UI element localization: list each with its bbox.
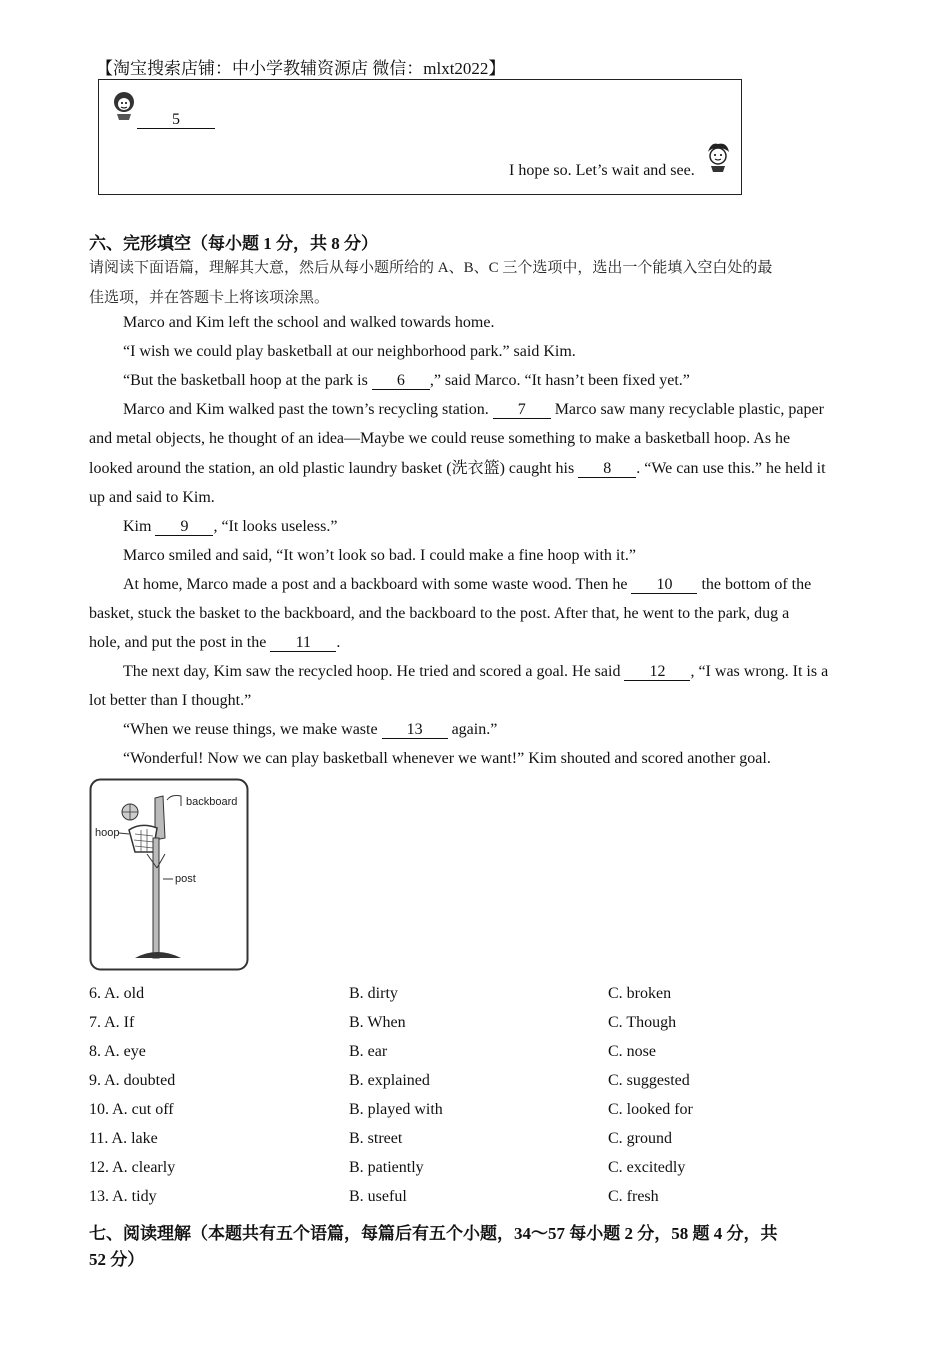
option-10-a: 10. A. cut off <box>89 1101 174 1118</box>
boy-avatar-icon <box>703 140 733 172</box>
option-12-b: B. patiently <box>349 1159 424 1176</box>
blank-7: 7 <box>493 402 551 419</box>
label-hoop: hoop <box>95 827 120 839</box>
option-12-c: C. excitedly <box>608 1159 686 1176</box>
passage-p4-line2: and metal objects, he thought of an idea—Maybe we could reuse something to make a basketball hoop. As he <box>89 430 791 447</box>
passage-p7-line3: hole, and put the post in the 11 . <box>89 634 341 651</box>
option-10-b: B. played with <box>349 1101 443 1118</box>
option-6-a: 6. A. old <box>89 985 145 1002</box>
section6-title: 六、完形填空（每小题 1 分，共 8 分） <box>89 234 378 253</box>
passage-p2: “I wish we could play basketball at our neighborhood park.” said Kim. <box>123 343 576 360</box>
passage-p8-line1: The next day, Kim saw the recycled hoop. He tried and scored a goal. He said 12 , “I was wrong. It is a <box>123 663 829 680</box>
blank-6: 6 <box>372 373 430 390</box>
option-7-b: B. When <box>349 1014 406 1031</box>
section6-instructions-2: 佳选项，并在答题卡上将该项涂黑。 <box>89 290 330 306</box>
passage-p1: Marco and Kim left the school and walked towards home. <box>123 314 495 331</box>
section7-title-line2: 52 分） <box>89 1250 145 1269</box>
option-9-b: B. explained <box>349 1072 430 1089</box>
option-8-c: C. nose <box>608 1043 656 1060</box>
passage-p10: “Wonderful! Now we can play basketball whenever we want!” Kim shouted and scored another goal. <box>123 750 771 767</box>
blank-9: 9 <box>155 519 213 536</box>
passage-p3: “But the basketball hoop at the park is 6 ,” said Marco. “It hasn’t been fixed yet.” <box>123 372 690 389</box>
dialog-reply: I hope so. Let’s wait and see. <box>509 162 695 179</box>
passage-p4-line1: Marco and Kim walked past the town’s recycling station. 7 Marco saw many recyclable plastic, paper <box>123 401 824 418</box>
section6-instructions-1: 请阅读下面语篇，理解其大意，然后从每小题所给的 A、B、C 三个选项中，选出一个能填入空白处的最 <box>89 260 773 276</box>
dialog-box <box>98 79 742 195</box>
option-10-c: C. looked for <box>608 1101 693 1118</box>
blank-5: 5 <box>137 112 215 129</box>
basketball-hoop-figure <box>89 778 249 971</box>
label-backboard: backboard <box>186 796 238 808</box>
passage-p7-line2: basket, stuck the basket to the backboard, and the backboard to the post. After that, he went to the park, dug a <box>89 605 790 622</box>
girl-avatar-icon <box>109 88 139 120</box>
option-11-b: B. street <box>349 1130 403 1147</box>
blank-12: 12 <box>624 664 690 681</box>
blank-13: 13 <box>382 722 448 739</box>
option-9-c: C. suggested <box>608 1072 690 1089</box>
option-9-a: 9. A. doubted <box>89 1072 176 1089</box>
section7-title-line1: 七、阅读理解（本题共有五个语篇，每篇后有五个小题，34～57 每小题 2 分，58 题 4 分，共 <box>89 1224 778 1243</box>
option-8-b: B. ear <box>349 1043 388 1060</box>
option-13-a: 13. A. tidy <box>89 1188 157 1205</box>
option-6-c: C. broken <box>608 985 672 1002</box>
option-8-a: 8. A. eye <box>89 1043 146 1060</box>
passage-p6: Marco smiled and said, “It won’t look so bad. I could make a fine hoop with it.” <box>123 547 636 564</box>
option-11-a: 11. A. lake <box>89 1130 158 1147</box>
option-12-a: 12. A. clearly <box>89 1159 176 1176</box>
option-13-c: C. fresh <box>608 1188 659 1205</box>
passage-p4-line3: looked around the station, an old plastic laundry basket (洗衣篮) caught his 8 . “We can use this.” he held it <box>89 460 826 477</box>
option-11-c: C. ground <box>608 1130 672 1147</box>
passage-p5: Kim 9 , “It looks useless.” <box>123 518 338 535</box>
option-7-a: 7. A. If <box>89 1014 135 1031</box>
passage-p8-line2: lot better than I thought.” <box>89 692 252 709</box>
passage-p9: “When we reuse things, we make waste 13 again.” <box>123 721 498 738</box>
label-post: post <box>175 873 196 885</box>
option-13-b: B. useful <box>349 1188 407 1205</box>
option-7-c: C. Though <box>608 1014 677 1031</box>
passage-p4-line4: up and said to Kim. <box>89 489 215 506</box>
shop-header: 【淘宝搜索店铺：中小学教辅资源店 微信：mlxt2022】 <box>96 59 506 78</box>
option-6-b: B. dirty <box>349 985 398 1002</box>
passage-p7-line1: At home, Marco made a post and a backboard with some waste wood. Then he 10 the bottom of the <box>123 576 812 593</box>
blank-10: 10 <box>631 577 697 594</box>
blank-8: 8 <box>578 461 636 478</box>
blank-11: 11 <box>270 635 336 652</box>
